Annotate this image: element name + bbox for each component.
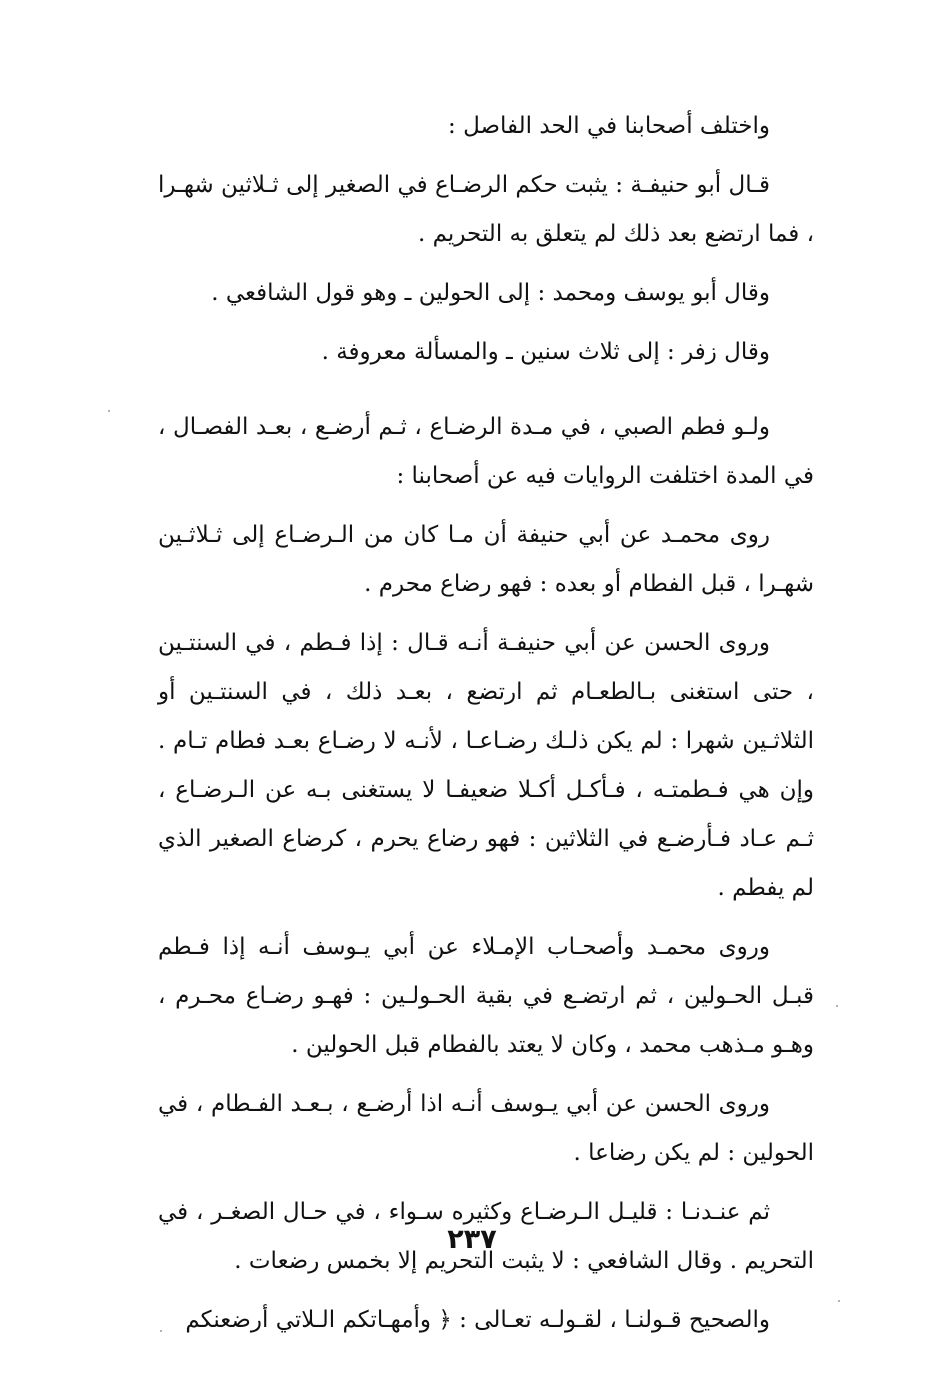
paragraph-1: واختلف أصحابنا في الحد الفاصل : bbox=[448, 113, 770, 139]
page-body-text bbox=[158, 102, 814, 1355]
paragraph-8: وروى محمـد وأصحـاب الإمـلاء عن أبي يـوسف أنـه إذا فـطم قبـل الحـولين ، ثم ارتضـع في بقية الحـولـين : فهـو رضـاع محـرم ، وهـو مـذهب محمد ، وكان لا يعتد بالفطام قبل الحولين . bbox=[158, 934, 814, 1058]
paragraph-6: روى محمـد عن أبي حنيفة أن مـا كان من الـرضـاع إلى ثـلاثـين شهـرا ، قبل الفطام أو بعده : فهو رضاع محرم . bbox=[158, 522, 814, 597]
paragraph-10: ثم عنـدنـا : قليـل الـرضـاع وكثيره سـواء ، في حـال الصغـر ، في التحريم . وقال الشافعي : لا يثبت التحريم إلا بخمس رضعات . bbox=[158, 1199, 814, 1274]
paragraph-5: ولـو فطم الصبي ، في مـدة الرضـاع ، ثـم أرضـع ، بعـد الفصـال ، في المدة اختلفت الروايات فيه عن أصحابنا : bbox=[158, 414, 814, 489]
scan-speck bbox=[836, 1005, 838, 1007]
scan-speck bbox=[160, 1330, 162, 1332]
paragraph-3: وقال أبو يوسف ومحمد : إلى الحولين ـ وهو قول الشافعي . bbox=[211, 280, 770, 306]
page-number: ٢٣٧ bbox=[447, 1224, 497, 1255]
paragraph-9: وروى الحسن عن أبي يـوسف أنـه اذا أرضـع ، بـعـد الفـطام ، في الحولين : لم يكن رضاعا . bbox=[158, 1091, 814, 1166]
scan-speck bbox=[838, 1300, 840, 1302]
scan-speck bbox=[108, 410, 110, 412]
paragraph-11: والصحيح قـولنـا ، لقـولـه تعـالى : ﴿ وأمهـاتكم الـلاتي أرضعنكم bbox=[185, 1307, 770, 1333]
paragraph-7: وروى الحسن عن أبي حنيفـة أنـه قـال : إذا فـطم ، في السنتـين ، حتى استغنى بـالطعـام ثم ارتضع ، بعـد ذلك ، في السنتـين أو الثلاثـين شهرا : لم يكن ذلـك رضـاعـا ، لأنـه لا رضـاع بعـد فطام تـام . وإن هي فـطمتـه ، فـأكـل أكـلا ضعيفـا لا يستغنى بـه عن الـرضـاع ، ثـم عـاد فـأرضـع في الثلاثين : فهو رضاع يحرم ، كرضاع الصغير الذي لم يفطم . bbox=[158, 630, 814, 901]
paragraph-4: وقال زفر : إلى ثلاث سنين ـ والمسألة معروفة . bbox=[321, 339, 770, 365]
paragraph-2: قـال أبو حنيفـة : يثبت حكم الرضـاع في الصغير إلى ثـلاثين شهـرا ، فما ارتضع بعد ذلك لم يتعلق به التحريم . bbox=[158, 172, 814, 247]
